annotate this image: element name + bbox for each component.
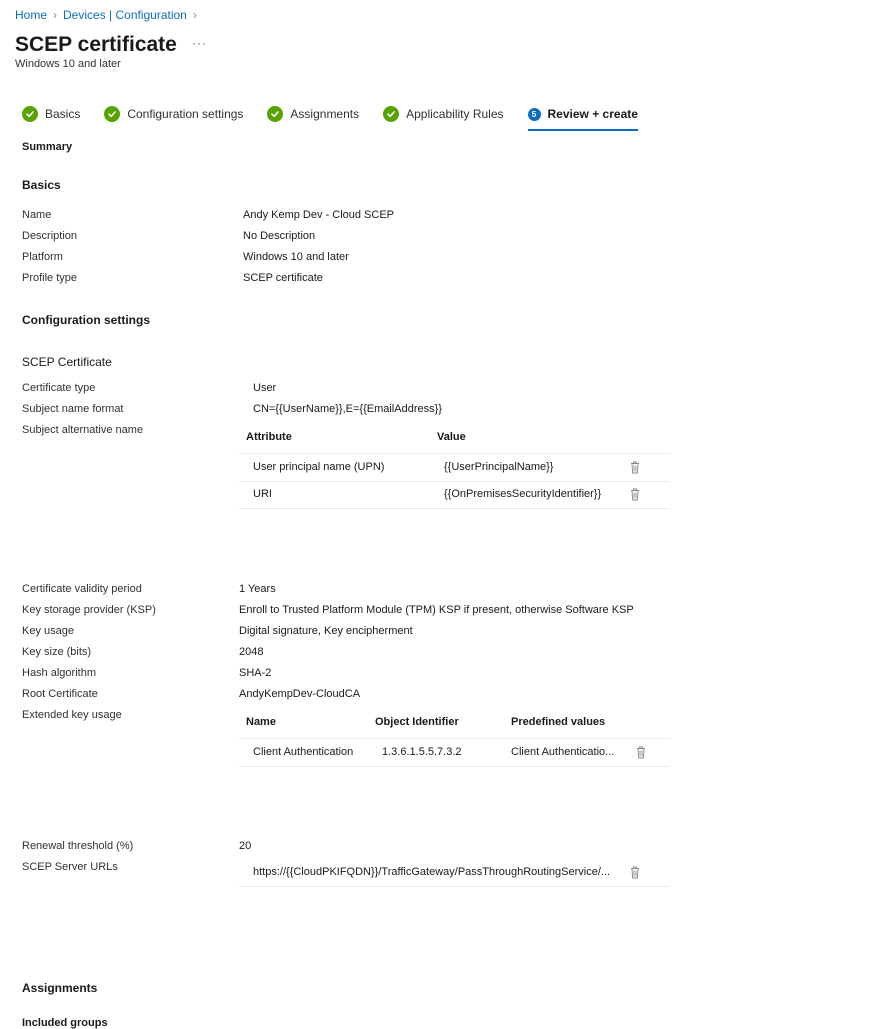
- checkmark-circle-icon: [383, 106, 399, 122]
- root-certificate-label: Root Certificate: [22, 688, 98, 700]
- renewal-threshold-value: 20: [239, 840, 252, 852]
- assignments-heading: Assignments: [22, 981, 98, 995]
- name-label: Name: [22, 209, 52, 221]
- root-certificate-value: AndyKempDev-CloudCA: [239, 688, 361, 700]
- name-value: Andy Kemp Dev - Cloud SCEP: [243, 209, 395, 221]
- profile-type-label: Profile type: [22, 272, 78, 284]
- table-row: [239, 481, 670, 509]
- subject-alternative-name-label: Subject alternative name: [22, 424, 144, 436]
- hash-algorithm-label: Hash algorithm: [22, 667, 96, 679]
- certificate-type-value: User: [253, 382, 277, 394]
- page-subtitle: Windows 10 and later: [15, 58, 121, 70]
- basics-heading: Basics: [22, 178, 61, 192]
- more-options-icon[interactable]: ···: [192, 36, 207, 50]
- page-title: SCEP certificate: [15, 33, 177, 56]
- step-number-badge: 5: [528, 108, 541, 121]
- trash-icon[interactable]: [636, 746, 646, 759]
- checkmark-circle-icon: [104, 106, 120, 122]
- ksp-value: Enroll to Trusted Platform Module (TPM) KSP if present, otherwise Software KSP: [239, 604, 634, 616]
- key-size-value: 2048: [239, 646, 264, 658]
- certificate-type-label: Certificate type: [22, 382, 96, 394]
- wizard-steps: [22, 104, 662, 124]
- step-label: Basics: [45, 107, 81, 121]
- key-size-label: Key size (bits): [22, 646, 92, 658]
- step-basics[interactable]: [22, 104, 80, 124]
- step-label: Applicability Rules: [406, 107, 504, 121]
- subject-alternative-name-table: [239, 426, 670, 510]
- trash-icon[interactable]: [630, 461, 640, 474]
- renewal-threshold-label: Renewal threshold (%): [22, 840, 134, 852]
- ksp-label: Key storage provider (KSP): [22, 604, 156, 616]
- hash-algorithm-value: SHA-2: [239, 667, 272, 679]
- scep-server-urls-list: [239, 859, 670, 887]
- included-groups-label: Included groups: [22, 1017, 108, 1029]
- table-cell: {{UserPrincipalName}}: [444, 461, 554, 473]
- extended-key-usage-label: Extended key usage: [22, 709, 122, 721]
- table-cell: Client Authentication: [253, 746, 354, 758]
- table-header: Name: [246, 716, 276, 728]
- profile-type-value: SCEP certificate: [243, 272, 323, 284]
- table-header: Attribute: [246, 431, 292, 443]
- table-row: [239, 738, 670, 767]
- key-usage-label: Key usage: [22, 625, 74, 637]
- scep-server-urls-label: SCEP Server URLs: [22, 861, 118, 873]
- checkmark-circle-icon: [22, 106, 38, 122]
- trash-icon[interactable]: [630, 866, 640, 879]
- summary-heading: Summary: [22, 141, 73, 153]
- scep-server-url: https://{{CloudPKIFQDN}}/TrafficGateway/PassThroughRoutingService/...: [253, 866, 611, 878]
- configuration-settings-heading: Configuration settings: [22, 313, 150, 327]
- step-label: Assignments: [290, 107, 360, 121]
- extended-key-usage-table: [239, 711, 670, 769]
- step-applicability-rules[interactable]: [383, 104, 503, 124]
- step-label: Configuration settings: [127, 107, 244, 121]
- chevron-right-icon: ›: [192, 8, 197, 22]
- step-configuration-settings[interactable]: [104, 104, 243, 124]
- scep-certificate-heading: SCEP Certificate: [22, 355, 112, 369]
- table-row: [239, 453, 670, 482]
- checkmark-circle-icon: [267, 106, 283, 122]
- table-cell: {{OnPremisesSecurityIdentifier}}: [444, 488, 602, 500]
- subject-name-format-value: CN={{UserName}},E={{EmailAddress}}: [253, 403, 442, 415]
- breadcrumb-devices-link[interactable]: Devices | Configuration: [63, 8, 187, 22]
- step-review-create[interactable]: [528, 104, 638, 124]
- table-header: Object Identifier: [375, 716, 459, 728]
- key-usage-value: Digital signature, Key encipherment: [239, 625, 413, 637]
- table-header: Value: [437, 431, 466, 443]
- chevron-right-icon: ›: [53, 8, 58, 22]
- subject-name-format-label: Subject name format: [22, 403, 124, 415]
- list-item: [239, 859, 670, 887]
- platform-label: Platform: [22, 251, 63, 263]
- table-header: Predefined values: [511, 716, 606, 728]
- certificate-validity-value: 1 Years: [239, 583, 276, 595]
- breadcrumb: [15, 8, 197, 22]
- description-label: Description: [22, 230, 78, 242]
- step-assignments[interactable]: [267, 104, 359, 124]
- table-cell: User principal name (UPN): [253, 461, 385, 473]
- table-cell: URI: [253, 488, 272, 500]
- certificate-validity-label: Certificate validity period: [22, 583, 142, 595]
- platform-value: Windows 10 and later: [243, 251, 349, 263]
- description-value: No Description: [243, 230, 316, 242]
- table-cell: 1.3.6.1.5.5.7.3.2: [382, 746, 462, 758]
- step-label: Review + create: [547, 107, 638, 121]
- table-cell: Client Authenticatio...: [511, 746, 615, 758]
- trash-icon[interactable]: [630, 488, 640, 501]
- breadcrumb-home-link[interactable]: Home: [15, 8, 48, 22]
